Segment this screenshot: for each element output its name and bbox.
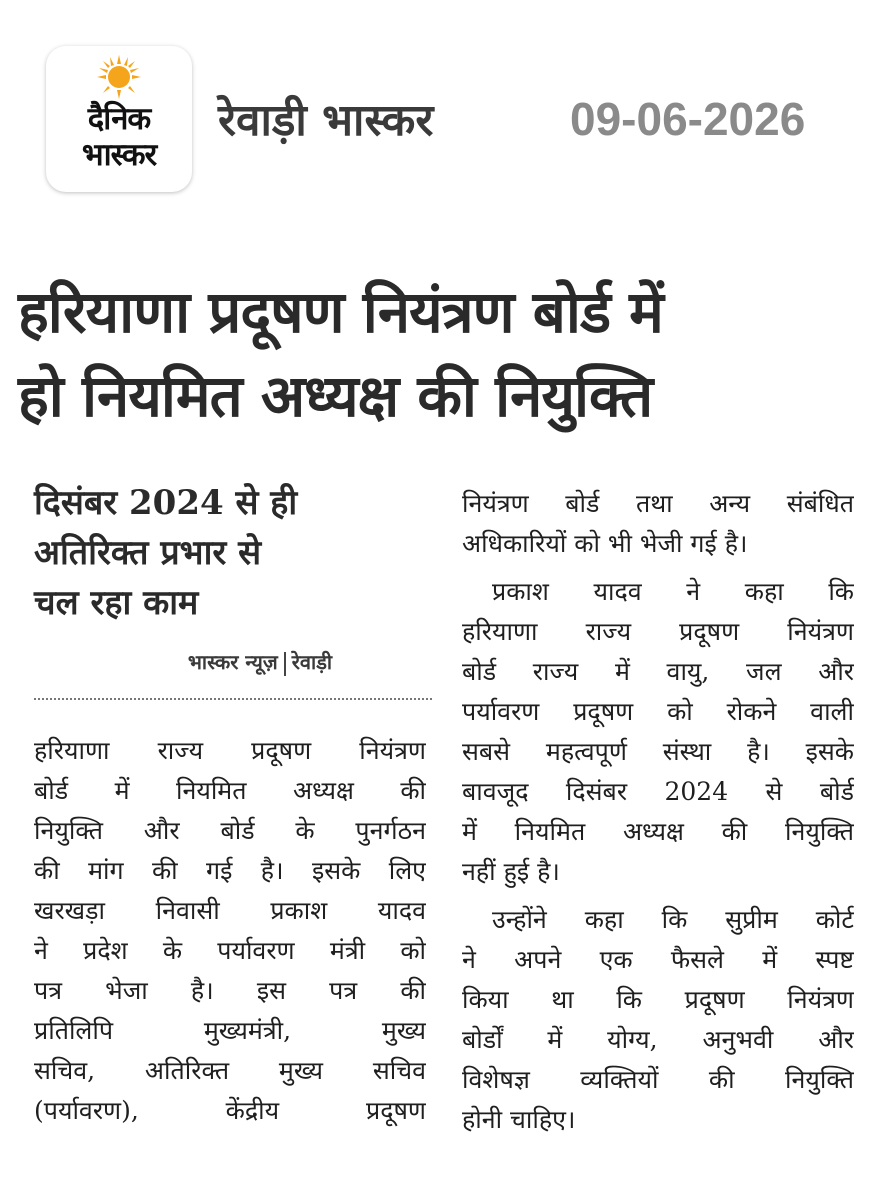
body-line: प्रकाश यादव ने कहा कि xyxy=(492,577,854,606)
body-line: प्रतिलिपि मुख्यमंत्री, मुख्य xyxy=(34,1016,426,1045)
page-header xyxy=(0,0,890,215)
subhead-line: दिसंबर 2024 से ही xyxy=(34,483,298,523)
edition-title: रेवाड़ी भास्कर xyxy=(218,95,434,146)
byline-agency: भास्कर न्यूज़ xyxy=(187,650,278,674)
body-line: हरियाणा राज्य प्रदूषण नियंत्रण xyxy=(462,617,854,646)
body-line: होनी चाहिए। xyxy=(462,1105,576,1134)
body-line: पत्र भेजा है। इस पत्र की xyxy=(34,976,426,1005)
edition-date: 09-06-2026 xyxy=(570,93,806,145)
body-line: नियंत्रण बोर्ड तथा अन्य संबंधित xyxy=(462,489,854,518)
body-line: बावजूद दिसंबर 2024 से बोर्ड xyxy=(462,777,854,806)
body-line: हरियाणा राज्य प्रदूषण नियंत्रण xyxy=(34,736,426,765)
body-line: अधिकारियों को भी भेजी गई है। xyxy=(462,529,748,558)
body-line: बोर्ड में नियमित अध्यक्ष की xyxy=(34,776,426,805)
body-line: (पर्यावरण), केंद्रीय प्रदूषण xyxy=(34,1096,426,1125)
body-line: किया था कि प्रदूषण नियंत्रण xyxy=(462,985,854,1014)
article-column-right xyxy=(462,484,854,1140)
logo-text-bhaskar: भास्कर xyxy=(81,137,157,173)
byline-divider xyxy=(34,698,432,700)
body-line: नहीं हुई है। xyxy=(462,857,560,886)
body-line: ने प्रदेश के पर्यावरण मंत्री को xyxy=(34,936,426,965)
body-line: विशेषज्ञ व्यक्तियों की नियुक्ति xyxy=(462,1065,854,1094)
headline-line: हो नियमित अध्यक्ष की नियुक्ति xyxy=(18,362,653,430)
body-line: सचिव, अतिरिक्त मुख्य सचिव xyxy=(34,1056,426,1085)
body-line: की मांग की गई है। इसके लिए xyxy=(34,856,426,885)
body-line: बोर्ड राज्य में वायु, जल और xyxy=(462,657,854,686)
body-line: सबसे महत्वपूर्ण संस्था है। इसके xyxy=(462,737,854,766)
headline-line: हरियाणा प्रदूषण नियंत्रण बोर्ड में xyxy=(18,278,663,346)
body-line: पर्यावरण प्रदूषण को रोकने वाली xyxy=(462,697,854,726)
body-line: नियुक्ति और बोर्ड के पुनर्गठन xyxy=(34,816,426,845)
article-headline xyxy=(18,270,878,438)
body-line: में नियमित अध्यक्ष की नियुक्ति xyxy=(462,817,854,846)
body-line: खरखड़ा निवासी प्रकाश यादव xyxy=(34,896,426,925)
byline-separator xyxy=(284,652,286,676)
article-column-left xyxy=(34,731,426,1131)
article-subheadline xyxy=(34,478,434,628)
logo-text-dainik: दैनिक xyxy=(87,101,151,137)
subhead-line: अतिरिक्त प्रभार से xyxy=(34,533,262,573)
body-line: ने अपने एक फैसले में स्पष्ट xyxy=(462,945,854,974)
sun-icon xyxy=(96,54,142,100)
subhead-line: चल रहा काम xyxy=(34,583,199,623)
body-line: बोर्डों में योग्य, अनुभवी और xyxy=(462,1025,854,1054)
body-line: उन्होंने कहा कि सुप्रीम कोर्ट xyxy=(492,905,854,934)
byline xyxy=(90,648,430,676)
dainik-bhaskar-logo xyxy=(46,46,192,192)
byline-city: रेवाड़ी xyxy=(291,650,333,674)
